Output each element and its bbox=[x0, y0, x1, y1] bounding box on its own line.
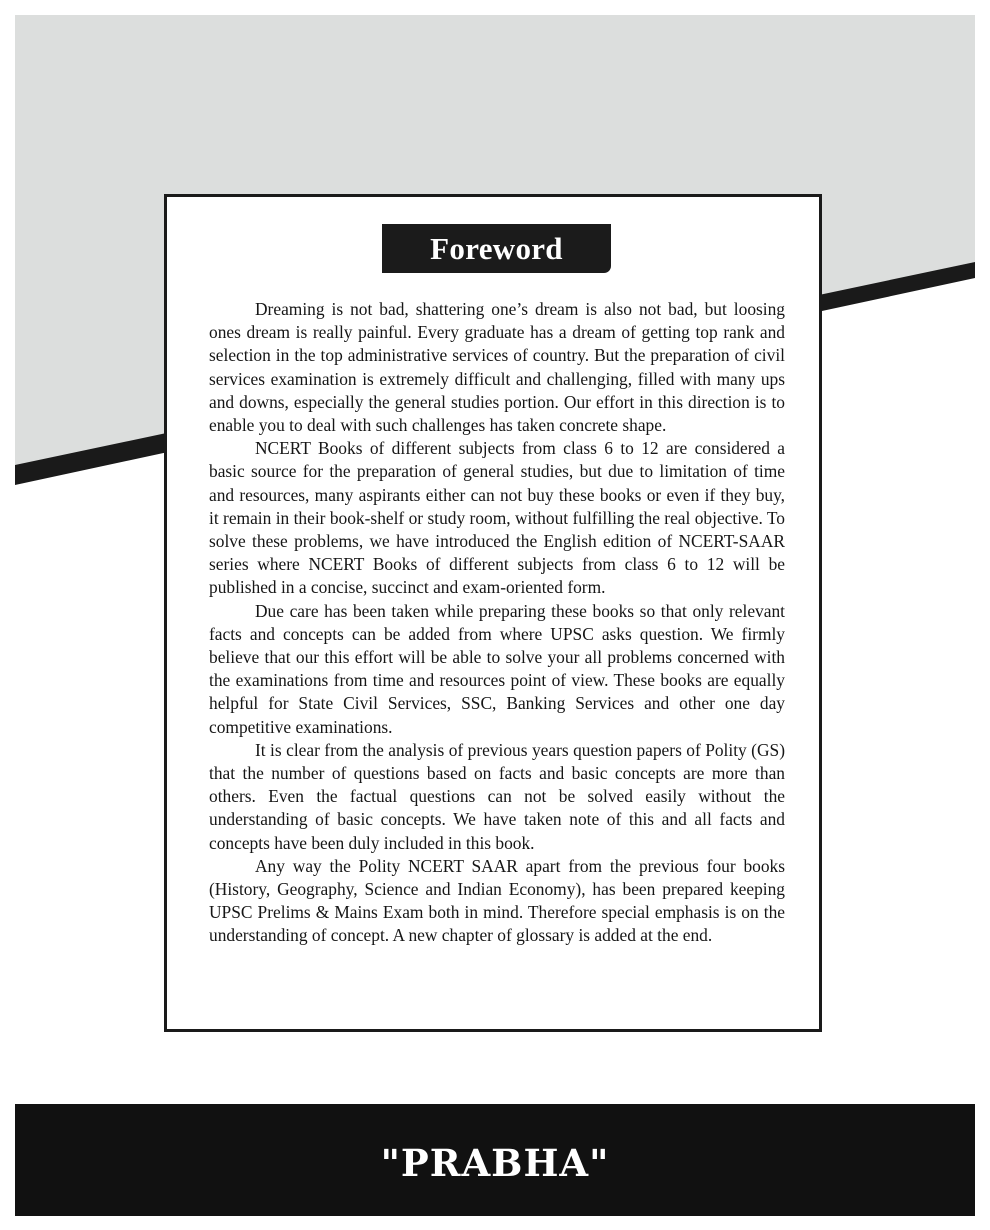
foreword-paragraph: Due care has been taken while preparing these books so that only relevant facts and concepts can be added from where UPSC asks question. We firmly believe that our this effort will be able to solve your all problems concerned with the examinations from time and resources point of view. These books are equally helpful for State Civil Services, SSC, Banking Services and other one day competitive examinations. bbox=[209, 600, 785, 737]
foreword-body bbox=[209, 298, 785, 948]
footer-bar bbox=[15, 1104, 975, 1216]
foreword-paragraph: Dreaming is not bad, shattering one’s dream is also not bad, but loosing ones dream is really painful. Every graduate has a dream of getting top rank and selection in the top administrative services of country. But the preparation of civil services examination is extremely difficult and challenging, filled with many ups and downs, especially the general studies portion. Our effort in this direction is to enable you to deal with such challenges has taken concrete shape. bbox=[209, 299, 785, 436]
publisher-name: "PRABHA" bbox=[380, 1141, 610, 1185]
foreword-paragraph: Any way the Polity NCERT SAAR apart from the previous four books (History, Geography, Science and Indian Economy), has been prepared keeping UPSC Prelims & Mains Exam both in mind. Therefore special emphasis is on the understanding of concept. A new chapter of glossary is added at the end. bbox=[209, 855, 785, 946]
foreword-paragraph: It is clear from the analysis of previous years question papers of Polity (GS) that the number of questions based on facts and basic concepts are more than others. Even the factual questions can not be solved easily without the understanding of basic concepts. We have taken note of this and all facts and concepts have been duly included in this book. bbox=[209, 739, 785, 853]
foreword-paragraph: NCERT Books of different subjects from class 6 to 12 are considered a basic source for the preparation of general studies, but due to limitation of time and resources, many aspirants either can not buy these books or even if they buy, it remain in their book-shelf or study room, without fulfilling the real objective. To solve these problems, we have introduced the English edition of NCERT-SAAR series where NCERT Books of different subjects from class 6 to 12 will be published in a concise, succinct and exam-oriented form. bbox=[209, 438, 785, 598]
page-title: Foreword bbox=[430, 231, 563, 266]
foreword-box bbox=[164, 194, 822, 1032]
title-plate bbox=[382, 224, 611, 273]
